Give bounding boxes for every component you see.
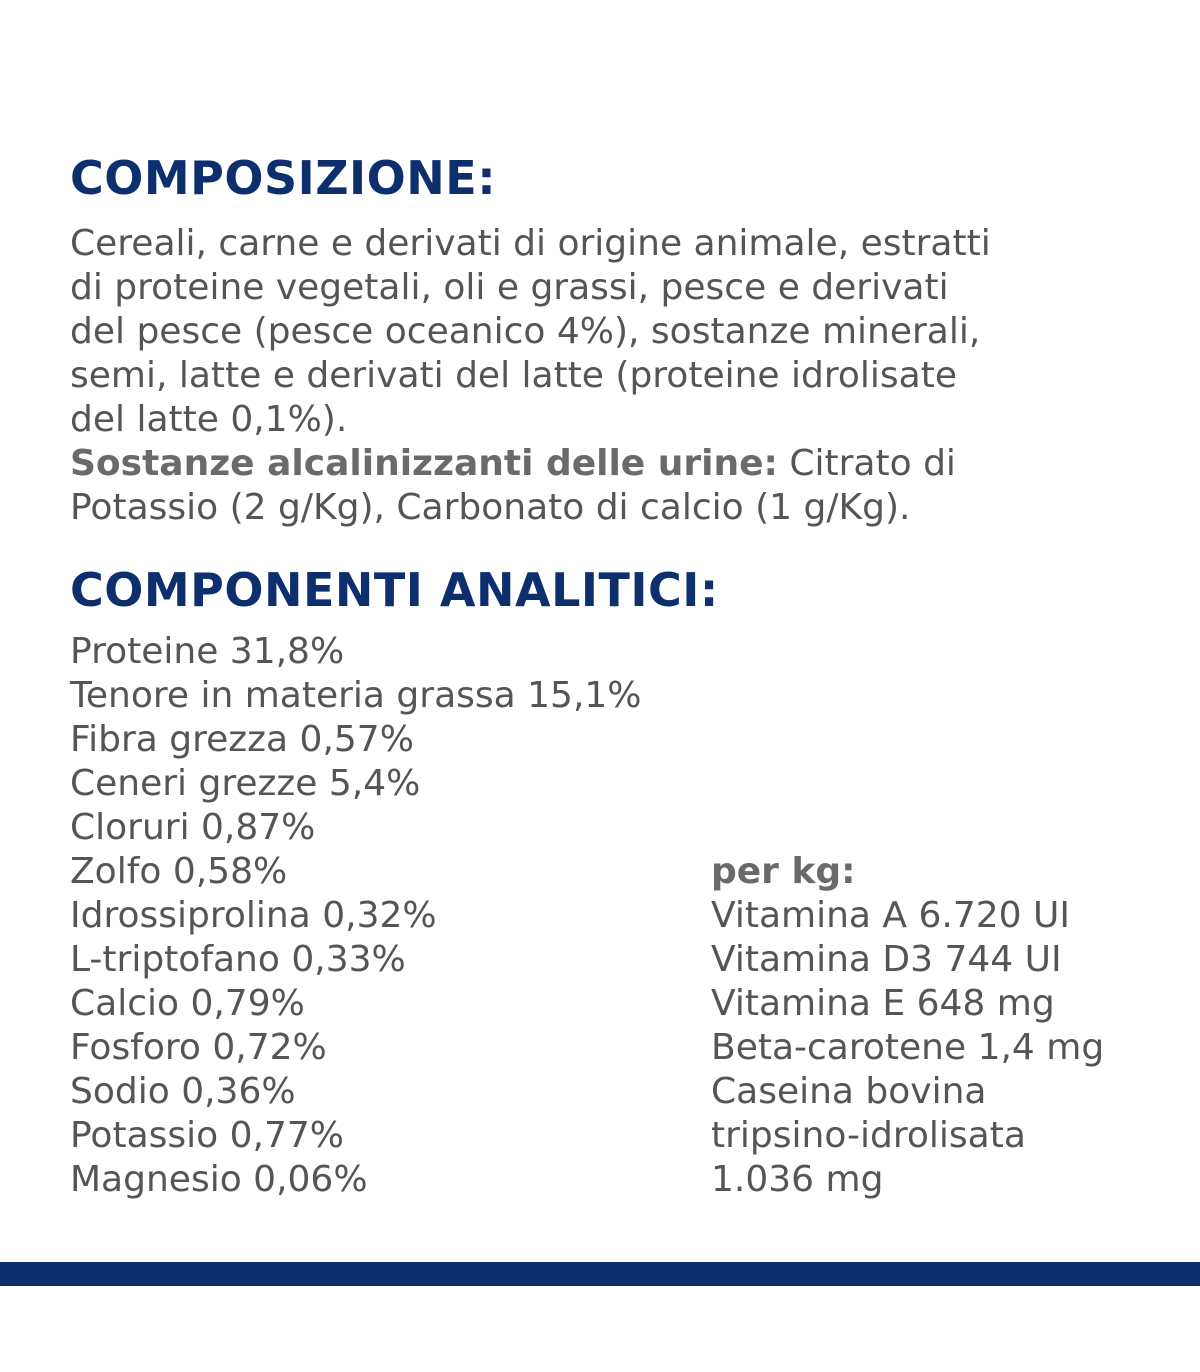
analytics-item: Potassio 0,77% xyxy=(70,1115,344,1156)
composition-text xyxy=(70,222,1150,530)
per-kg-item: Caseina bovina xyxy=(711,1071,987,1112)
composition-line: di proteine vegetali, oli e grassi, pesce e derivati xyxy=(70,267,949,308)
alkalizing-label: Sostanze alcalinizzanti delle urine: xyxy=(70,443,778,484)
analytics-item: Ceneri grezze 5,4% xyxy=(70,763,421,804)
alkalizing-text-continued: Potassio (2 g/Kg), Carbonato di calcio (1 g/Kg). xyxy=(70,487,911,528)
per-kg-item: 1.036 mg xyxy=(711,1159,884,1200)
per-kg-item: tripsino-idrolisata xyxy=(711,1115,1026,1156)
analytics-item: Calcio 0,79% xyxy=(70,983,305,1024)
bottom-accent-bar xyxy=(0,1262,1200,1286)
analytics-item: Fibra grezza 0,57% xyxy=(70,719,414,760)
composition-heading: COMPOSIZIONE: xyxy=(70,151,497,205)
analytics-list xyxy=(70,630,642,1202)
per-kg-item: Vitamina D3 744 UI xyxy=(711,939,1062,980)
composition-line: semi, latte e derivati del latte (proteine idrolisate xyxy=(70,355,957,396)
analytics-item: Zolfo 0,58% xyxy=(70,851,288,892)
analytics-item: Sodio 0,36% xyxy=(70,1071,296,1112)
per-kg-list xyxy=(711,850,1104,1202)
per-kg-item: Beta-carotene 1,4 mg xyxy=(711,1027,1105,1068)
per-kg-item: Vitamina A 6.720 UI xyxy=(711,895,1070,936)
analytics-item: Magnesio 0,06% xyxy=(70,1159,368,1200)
analytics-item: Idrossiprolina 0,32% xyxy=(70,895,437,936)
analytics-item: L-triptofano 0,33% xyxy=(70,939,406,980)
analytics-heading: COMPONENTI ANALITICI: xyxy=(70,563,719,617)
composition-line: del latte 0,1%). xyxy=(70,399,348,440)
analytics-item: Fosforo 0,72% xyxy=(70,1027,327,1068)
per-kg-title: per kg: xyxy=(711,851,856,892)
alkalizing-text: Citrato di xyxy=(777,443,956,484)
per-kg-item: Vitamina E 648 mg xyxy=(711,983,1055,1024)
alkalizing-line xyxy=(70,442,1150,486)
composition-line: del pesce (pesce oceanico 4%), sostanze minerali, xyxy=(70,311,981,352)
analytics-item: Cloruri 0,87% xyxy=(70,807,316,848)
analytics-item: Tenore in materia grassa 15,1% xyxy=(70,675,642,716)
composition-line: Cereali, carne e derivati di origine animale, estratti xyxy=(70,223,991,264)
analytics-item: Proteine 31,8% xyxy=(70,631,345,672)
